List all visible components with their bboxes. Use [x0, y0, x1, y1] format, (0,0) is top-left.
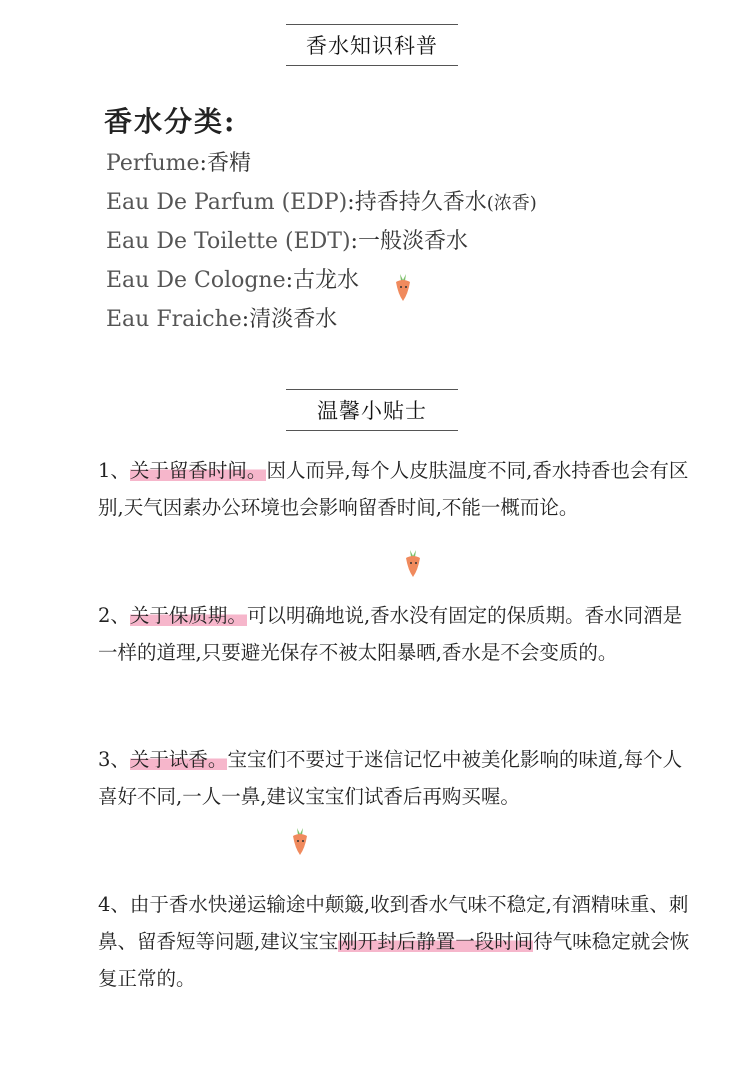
desc: 香精	[206, 151, 251, 176]
term: Eau De Cologne	[106, 268, 286, 293]
tip-item	[98, 597, 698, 671]
desc: 清淡香水	[249, 307, 338, 332]
tip-number: 3、	[98, 748, 130, 771]
sep: :	[350, 229, 358, 254]
term: Eau De Toilette (EDT)	[106, 229, 351, 254]
tip-body: 可以明确地说,香水没有固定的保质期。香水同酒是一样的道理,只要避光保存不被太阳暴晒,香水是不会变质的。	[98, 604, 683, 664]
sep: :	[241, 307, 250, 332]
sep: :	[199, 151, 207, 176]
desc: 古龙水	[293, 268, 360, 293]
tip-number: 4、	[98, 893, 130, 916]
section-title: 温馨小贴士	[317, 399, 427, 423]
tip-highlight: 关于试香。	[129, 748, 228, 771]
tip-item	[98, 741, 698, 815]
term: Eau De Parfum (EDP)	[106, 190, 348, 215]
classification-item	[106, 224, 468, 255]
tip-highlight: 关于留香时间。	[129, 459, 267, 482]
classification-heading: 香水分类:	[104, 105, 237, 138]
tip-number: 1、	[98, 459, 130, 482]
tip-number: 2、	[98, 604, 130, 627]
note: (浓香)	[486, 193, 537, 214]
section-header-science	[286, 24, 458, 66]
tip-highlight: 刚开封后静置一段时间	[338, 930, 534, 953]
tip-body: 因人而异,每个人皮肤温度不同,香水持香也会有区别,天气因素办公环境也会影响留香时间,不能一概而论。	[98, 459, 689, 519]
sep: :	[347, 190, 355, 215]
classification-item	[106, 146, 251, 177]
carrot-icon	[402, 548, 424, 578]
term: Perfume	[106, 151, 200, 176]
tip-body: 待气味稳定就会恢复正常的。	[98, 930, 690, 990]
classification-item	[106, 185, 537, 216]
section-title: 香水知识科普	[306, 34, 438, 58]
tip-item	[98, 886, 698, 997]
desc: 一般淡香水	[357, 229, 468, 254]
classification-item	[106, 302, 337, 333]
desc: 持香持久香水	[354, 190, 487, 215]
tip-item	[98, 452, 698, 526]
sep: :	[285, 268, 294, 293]
tip-highlight: 关于保质期。	[129, 604, 247, 627]
carrot-icon	[289, 826, 311, 856]
tip-body: 宝宝们不要过于迷信记忆中被美化影响的味道,每个人喜好不同,一人一鼻,建议宝宝们试香后再购买喔。	[98, 748, 683, 808]
classification-item	[106, 263, 359, 294]
carrot-icon	[392, 272, 414, 302]
tip-pre: 由于香水快递运输途中颠簸,收到香水气味不稳定,有酒精味重、刺鼻、留香短等问题,建议宝宝	[98, 893, 689, 953]
term: Eau Fraiche	[106, 307, 242, 332]
section-header-tips	[286, 389, 458, 431]
